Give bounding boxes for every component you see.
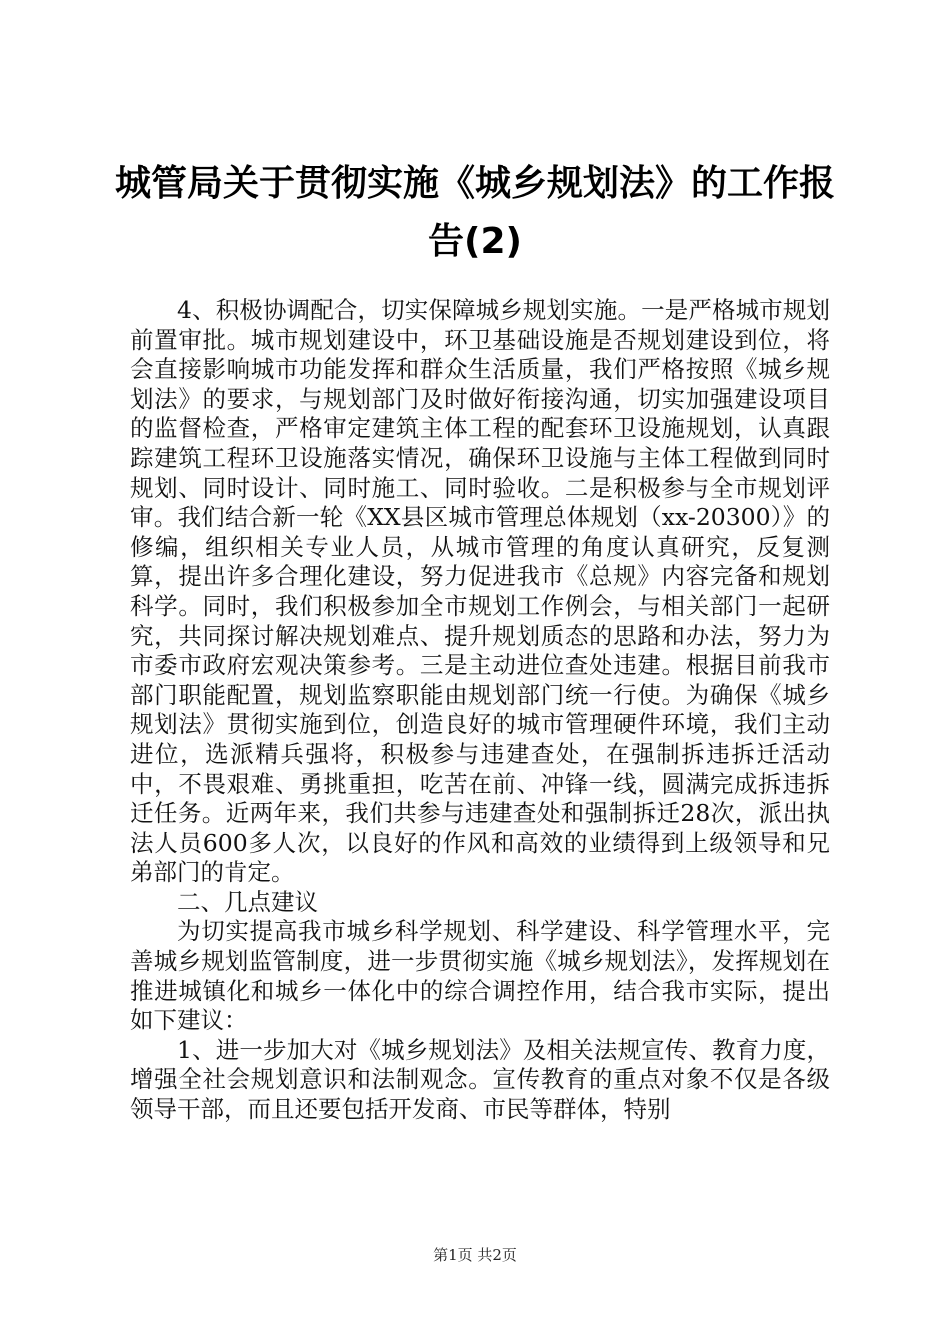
paragraph-suggestion-1: 1、进一步加大对《城乡规划法》及相关法规宣传、教育力度，增强全社会规划意识和法制观念。宣传教育的重点对象不仅是各级领导干部，而且还要包括开发商、市民等群体，特别 (130, 1035, 830, 1124)
page-number-footer: 第1页 共2页 (433, 1246, 517, 1264)
document-title-line-2: 告(2) (428, 221, 522, 262)
document-title-line-1: 城管局关于贯彻实施《城乡规划法》的工作报 (114, 163, 835, 204)
document-body (130, 296, 830, 1125)
section-heading-suggestions: 二、几点建议 (177, 887, 318, 916)
paragraph-coordination: 4、积极协调配合，切实保障城乡规划实施。一是严格城市规划前置审批。城市规划建设中，环卫基础设施是否规划建设到位，将会直接影响城市功能发挥和群众生活质量，我们严格按照《城乡规划法》的要求，与规划部门及时做好衔接沟通，切实加强建设项目的监督检查，严格审定建筑主体工程的配套环卫设施规划，认真跟踪建筑工程环卫设施落实情况，确保环卫设施与主体工程做到同时规划、同时设计、同时施工、同时验收。二是积极参与全市规划评审。我们结合新一轮《XX县区城市管理总体规划（xx-20300）》的修编，组织相关专业人员，从城市管理的角度认真研究，反复测算，提出许多合理化建设，努力促进我市《总规》内容完备和规划科学。同时，我们积极参加全市规划工作例会，与相关部门一起研究，共同探讨解决规划难点、提升规划质态的思路和办法，努力为市委市政府宏观决策参考。三是主动进位查处违建。根据目前我市部门职能配置，规划监察职能由规划部门统一行使。为确保《城乡规划法》贯彻实施到位，创造良好的城市管理硬件环境，我们主动进位，选派精兵强将，积极参与违建查处，在强制拆违拆迁活动中，不畏艰难、勇挑重担，吃苦在前、冲锋一线，圆满完成拆违拆迁任务。近两年来，我们共参与违建查处和强制拆迁28次，派出执法人员600多人次，以良好的作风和高效的业绩得到上级领导和兄弟部门的肯定。 (130, 296, 830, 887)
paragraph-suggestions-intro: 为切实提高我市城乡科学规划、科学建设、科学管理水平，完善城乡规划监管制度，进一步贯彻实施《城乡规划法》，发挥规划在推进城镇化和城乡一体化中的综合调控作用，结合我市实际，提出如下建议： (130, 917, 830, 1035)
